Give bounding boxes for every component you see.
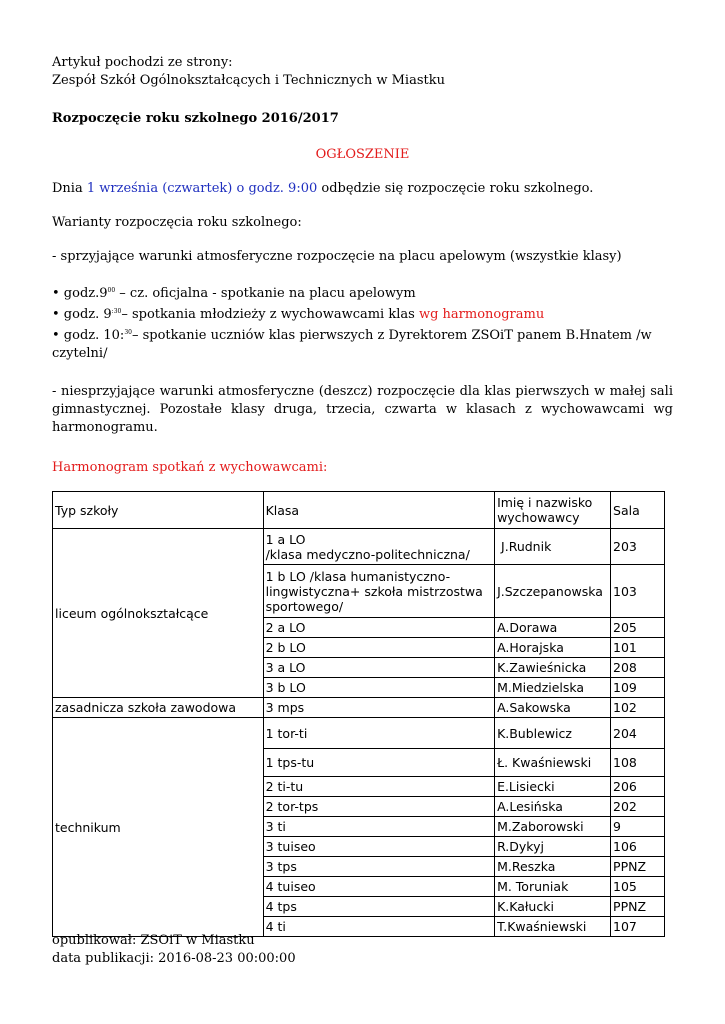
teacher-cell: M. Toruniak	[495, 877, 611, 897]
teacher-cell: A.Sakowska	[495, 698, 611, 718]
harmonogram-link-text: wg harmonogramu	[418, 307, 545, 322]
room-cell: 202	[611, 797, 665, 817]
teacher-cell: K.Zawieśnicka	[495, 658, 611, 678]
teacher-cell: M.Zaborowski	[495, 817, 611, 837]
bullet-item: • godz. $9^{:30}-$ spotkania młodzieży z wychowawcami klas wg harmonogramu	[52, 307, 545, 322]
room-cell: 109	[611, 678, 665, 698]
room-cell: 107	[611, 917, 665, 937]
teacher-cell: J.Szczepanowska	[495, 565, 611, 618]
bullet-list	[52, 282, 673, 363]
variants-intro: Warianty rozpoczęcia roku szkolnego:	[52, 215, 302, 230]
date-paragraph	[52, 180, 673, 198]
class-cell: 3 ti	[263, 817, 494, 837]
teacher-cell: J.Rudnik	[495, 529, 611, 565]
teacher-cell: A.Dorawa	[495, 618, 611, 638]
teacher-cell: E.Lisiecki	[495, 777, 611, 797]
room-cell: PPNZ	[611, 897, 665, 917]
table-header-row	[53, 492, 665, 529]
class-cell: 1 b LO /klasa humanistyczno-lingwistyczna+ szkoła mistrzostwa sportowego/	[263, 565, 494, 618]
header-teacher: Imię i nazwisko wychowawcy	[495, 492, 611, 529]
header-class: Klasa	[263, 492, 494, 529]
published-date: data publikacji: 2016-08-23 00:00:00	[52, 951, 296, 966]
class-cell: 1 tps-tu	[263, 749, 494, 777]
unfavorable-variant: - niesprzyjające warunki atmosferyczne (deszcz) rozpoczęcie dla klas pierwszych w małej sali gimnastycznej. Pozostałe klasy druga, trzecia, czwarta w klasach z wychowawcami wg harmonogramu.	[52, 384, 673, 435]
school-type-cell: liceum ogólnokształcące	[53, 529, 264, 698]
announcement-heading: OGŁOSZENIE	[315, 147, 410, 162]
school-type-cell: zasadnicza szkoła zawodowa	[53, 698, 264, 718]
teacher-cell: K.Kałucki	[495, 897, 611, 917]
room-cell: 205	[611, 618, 665, 638]
table-row	[53, 718, 665, 749]
class-cell: 3 b LO	[263, 678, 494, 698]
class-cell: 4 tuiseo	[263, 877, 494, 897]
teacher-cell: K.Bublewicz	[495, 718, 611, 749]
school-name: Zespół Szkół Ogólnokształcących i Technicznych w Miastku	[52, 73, 445, 88]
school-type-cell: technikum	[53, 718, 264, 937]
schedule-heading: Harmonogram spotkań z wychowawcami:	[52, 460, 328, 475]
class-cell: 4 tps	[263, 897, 494, 917]
teacher-cell: M.Miedzielska	[495, 678, 611, 698]
class-cell: 2 tor-tps	[263, 797, 494, 817]
bullet-icon: •	[52, 328, 60, 343]
table-row	[53, 529, 665, 565]
class-cell: 3 tps	[263, 857, 494, 877]
bullet-item: • $godz.9^{00}$ – cz. oficjalna - spotkanie na placu apelowym	[52, 286, 416, 301]
schedule-table	[52, 491, 665, 937]
table-row	[53, 698, 665, 718]
date-suffix: odbędzie się rozpoczęcie roku szkolnego.	[317, 181, 594, 196]
class-cell: 1 tor-ti	[263, 718, 494, 749]
room-cell: 204	[611, 718, 665, 749]
teacher-cell: A.Horajska	[495, 638, 611, 658]
room-cell: 208	[611, 658, 665, 678]
class-cell: 3 a LO	[263, 658, 494, 678]
date-prefix: Dnia	[52, 181, 87, 196]
class-cell: 3 mps	[263, 698, 494, 718]
room-cell: 103	[611, 565, 665, 618]
room-cell: 203	[611, 529, 665, 565]
favorable-variant: - sprzyjające warunki atmosferyczne rozpoczęcie na placu apelowym (wszystkie klasy)	[52, 249, 622, 264]
room-cell: 102	[611, 698, 665, 718]
article-title: Rozpoczęcie roku szkolnego 2016/2017	[52, 111, 339, 126]
header-type: Typ szkoły	[53, 492, 264, 529]
teacher-cell: A.Lesińska	[495, 797, 611, 817]
teacher-cell: M.Reszka	[495, 857, 611, 877]
room-cell: 108	[611, 749, 665, 777]
class-cell: 2 ti-tu	[263, 777, 494, 797]
room-cell: 206	[611, 777, 665, 797]
room-cell: PPNZ	[611, 857, 665, 877]
footer	[52, 932, 296, 968]
teacher-cell: R.Dykyj	[495, 837, 611, 857]
schedule-table-body	[53, 492, 665, 937]
class-cell: 1 a LO /klasa medyczno-politechniczna/	[263, 529, 494, 565]
teacher-cell: Ł. Kwaśniewski	[495, 749, 611, 777]
room-cell: 101	[611, 638, 665, 658]
article-page	[52, 54, 673, 937]
published-by: opublikował: ZSOiT w Miastku	[52, 933, 255, 948]
room-cell: 106	[611, 837, 665, 857]
bullet-icon: •	[52, 307, 60, 322]
room-cell: 105	[611, 877, 665, 897]
bullet-item: • godz. 10:$^{30}$– spotkanie uczniów klas pierwszych z Dyrektorem ZSOiT panem B.Hnatem /w czytelni/	[52, 328, 652, 361]
class-cell: 2 a LO	[263, 618, 494, 638]
bullet-icon: •	[52, 286, 60, 301]
room-cell: 9	[611, 817, 665, 837]
source-label: Artykuł pochodzi ze strony:	[52, 55, 233, 70]
class-cell: 2 b LO	[263, 638, 494, 658]
header-room: Sala	[611, 492, 665, 529]
class-cell: 3 tuiseo	[263, 837, 494, 857]
class-cell: 4 ti	[263, 917, 494, 937]
teacher-cell: T.Kwaśniewski	[495, 917, 611, 937]
date-highlight: 1 września (czwartek) o godz. 9:00	[86, 181, 318, 196]
